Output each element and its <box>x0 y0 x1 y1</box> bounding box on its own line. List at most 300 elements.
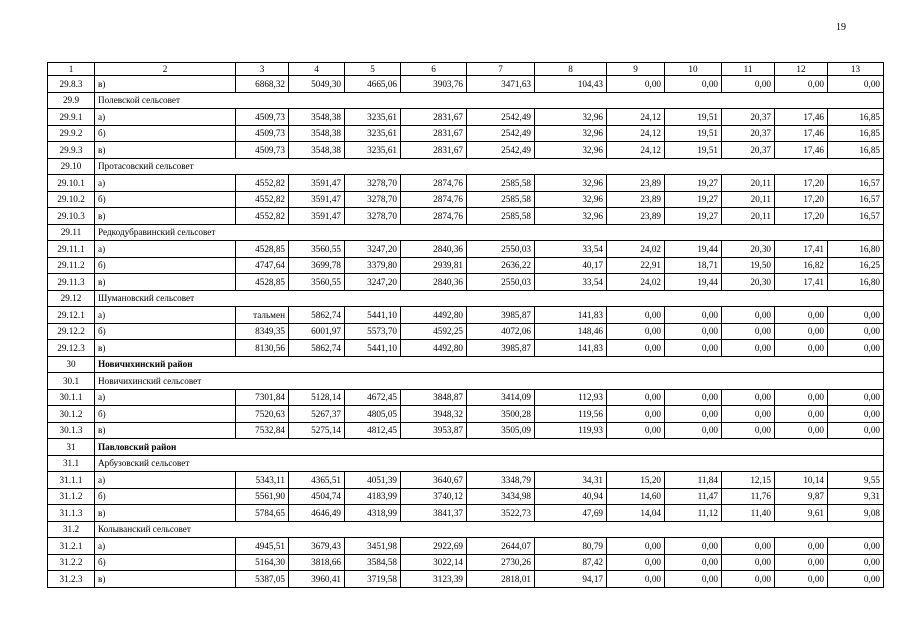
value-cell: тальмен <box>236 307 289 324</box>
value-cell: 9,61 <box>775 505 828 522</box>
value-cell: 3903,76 <box>401 76 467 93</box>
value-cell: 16,82 <box>775 257 828 274</box>
value-cell: 4318,99 <box>345 505 401 522</box>
value-cell: 0,00 <box>828 406 884 423</box>
value-cell: 16,80 <box>828 274 884 291</box>
table-row <box>48 208 884 225</box>
value-cell: 3522,73 <box>467 505 535 522</box>
value-cell: 4672,45 <box>345 389 401 406</box>
row-code: 30.1.2 <box>48 406 95 423</box>
tariff-table <box>47 62 884 588</box>
value-cell: 0,00 <box>665 571 722 588</box>
row-label: б) <box>95 191 236 208</box>
row-label: а) <box>95 307 236 324</box>
value-cell: 8130,56 <box>236 340 289 357</box>
value-cell: 4492,80 <box>401 307 467 324</box>
value-cell: 119,56 <box>535 406 607 423</box>
row-code: 31.1.1 <box>48 472 95 489</box>
value-cell: 0,00 <box>828 571 884 588</box>
value-cell: 0,00 <box>775 422 828 439</box>
row-label: в) <box>95 571 236 588</box>
value-cell: 11,84 <box>665 472 722 489</box>
row-code: 31.1 <box>48 455 95 472</box>
row-label: в) <box>95 208 236 225</box>
value-cell: 3679,43 <box>289 538 345 555</box>
value-cell: 3123,39 <box>401 571 467 588</box>
value-cell: 3548,38 <box>289 142 345 159</box>
value-cell: 4504,74 <box>289 488 345 505</box>
value-cell: 23,89 <box>607 191 665 208</box>
district-row <box>48 356 884 373</box>
value-cell: 16,57 <box>828 208 884 225</box>
value-cell: 0,00 <box>775 538 828 555</box>
row-code: 31.2.3 <box>48 571 95 588</box>
value-cell: 16,85 <box>828 142 884 159</box>
value-cell: 16,85 <box>828 125 884 142</box>
value-cell: 0,00 <box>775 571 828 588</box>
page-number: 19 <box>836 22 846 33</box>
row-label: б) <box>95 125 236 142</box>
value-cell: 9,31 <box>828 488 884 505</box>
table-row <box>48 488 884 505</box>
value-cell: 10,14 <box>775 472 828 489</box>
section-title: Протасовский сельсовет <box>95 158 884 175</box>
value-cell: 3953,87 <box>401 422 467 439</box>
value-cell: 3348,79 <box>467 472 535 489</box>
value-cell: 4072,06 <box>467 323 535 340</box>
row-code: 30.1.3 <box>48 422 95 439</box>
value-cell: 2831,67 <box>401 109 467 126</box>
value-cell: 3740,12 <box>401 488 467 505</box>
table-header-row <box>48 63 884 76</box>
value-cell: 17,20 <box>775 191 828 208</box>
value-cell: 5343,11 <box>236 472 289 489</box>
value-cell: 3414,09 <box>467 389 535 406</box>
row-label: б) <box>95 554 236 571</box>
value-cell: 3841,37 <box>401 505 467 522</box>
value-cell: 19,51 <box>665 142 722 159</box>
value-cell: 4051,39 <box>345 472 401 489</box>
column-header: 13 <box>828 63 884 76</box>
value-cell: 2874,76 <box>401 175 467 192</box>
value-cell: 0,00 <box>665 323 722 340</box>
row-label: в) <box>95 422 236 439</box>
value-cell: 2585,58 <box>467 175 535 192</box>
section-row <box>48 158 884 175</box>
value-cell: 0,00 <box>775 323 828 340</box>
row-label: а) <box>95 241 236 258</box>
row-label: а) <box>95 109 236 126</box>
value-cell: 22,91 <box>607 257 665 274</box>
value-cell: 0,00 <box>722 406 775 423</box>
row-code: 29.10.3 <box>48 208 95 225</box>
section-row <box>48 521 884 538</box>
value-cell: 16,85 <box>828 109 884 126</box>
value-cell: 2831,67 <box>401 142 467 159</box>
row-code: 31.2 <box>48 521 95 538</box>
section-row <box>48 455 884 472</box>
row-code: 30.1.1 <box>48 389 95 406</box>
section-row <box>48 290 884 307</box>
value-cell: 3818,66 <box>289 554 345 571</box>
value-cell: 4509,73 <box>236 109 289 126</box>
value-cell: 0,00 <box>775 406 828 423</box>
value-cell: 12,15 <box>722 472 775 489</box>
value-cell: 16,80 <box>828 241 884 258</box>
value-cell: 0,00 <box>607 76 665 93</box>
value-cell: 0,00 <box>722 554 775 571</box>
row-code: 29.11 <box>48 224 95 241</box>
row-code: 29.12.1 <box>48 307 95 324</box>
value-cell: 24,12 <box>607 109 665 126</box>
value-cell: 87,42 <box>535 554 607 571</box>
value-cell: 19,27 <box>665 191 722 208</box>
value-cell: 4183,99 <box>345 488 401 505</box>
value-cell: 7520,63 <box>236 406 289 423</box>
value-cell: 2840,36 <box>401 241 467 258</box>
table-row <box>48 274 884 291</box>
column-header: 12 <box>775 63 828 76</box>
value-cell: 0,00 <box>607 389 665 406</box>
value-cell: 0,00 <box>775 307 828 324</box>
row-code: 29.9 <box>48 92 95 109</box>
value-cell: 2730,26 <box>467 554 535 571</box>
value-cell: 0,00 <box>722 389 775 406</box>
value-cell: 0,00 <box>665 422 722 439</box>
value-cell: 0,00 <box>722 76 775 93</box>
value-cell: 17,20 <box>775 208 828 225</box>
value-cell: 19,51 <box>665 125 722 142</box>
row-label: а) <box>95 175 236 192</box>
value-cell: 0,00 <box>828 538 884 555</box>
value-cell: 32,96 <box>535 191 607 208</box>
value-cell: 3591,47 <box>289 208 345 225</box>
value-cell: 15,20 <box>607 472 665 489</box>
table-row <box>48 571 884 588</box>
value-cell: 5573,70 <box>345 323 401 340</box>
value-cell: 141,83 <box>535 307 607 324</box>
row-code: 31.1.3 <box>48 505 95 522</box>
value-cell: 5862,74 <box>289 340 345 357</box>
column-header: 6 <box>401 63 467 76</box>
row-code: 29.10 <box>48 158 95 175</box>
value-cell: 4747,64 <box>236 257 289 274</box>
value-cell: 0,00 <box>607 538 665 555</box>
value-cell: 19,44 <box>665 241 722 258</box>
row-code: 29.12.2 <box>48 323 95 340</box>
table-row <box>48 175 884 192</box>
value-cell: 0,00 <box>722 340 775 357</box>
value-cell: 4592,25 <box>401 323 467 340</box>
row-label: б) <box>95 488 236 505</box>
value-cell: 3235,61 <box>345 109 401 126</box>
value-cell: 3022,14 <box>401 554 467 571</box>
value-cell: 8349,35 <box>236 323 289 340</box>
value-cell: 3719,58 <box>345 571 401 588</box>
value-cell: 0,00 <box>665 538 722 555</box>
value-cell: 32,96 <box>535 125 607 142</box>
value-cell: 0,00 <box>828 554 884 571</box>
table-row <box>48 538 884 555</box>
row-label: б) <box>95 323 236 340</box>
value-cell: 0,00 <box>607 406 665 423</box>
value-cell: 0,00 <box>607 554 665 571</box>
value-cell: 17,46 <box>775 142 828 159</box>
district-title: Новичихинский район <box>95 356 884 373</box>
row-code: 29.10.2 <box>48 191 95 208</box>
value-cell: 3278,70 <box>345 208 401 225</box>
value-cell: 7532,84 <box>236 422 289 439</box>
value-cell: 11,76 <box>722 488 775 505</box>
value-cell: 40,17 <box>535 257 607 274</box>
value-cell: 32,96 <box>535 109 607 126</box>
value-cell: 0,00 <box>665 406 722 423</box>
value-cell: 3451,98 <box>345 538 401 555</box>
value-cell: 2550,03 <box>467 274 535 291</box>
value-cell: 9,08 <box>828 505 884 522</box>
value-cell: 16,57 <box>828 175 884 192</box>
district-title: Павловский район <box>95 439 884 456</box>
value-cell: 20,30 <box>722 274 775 291</box>
value-cell: 20,30 <box>722 241 775 258</box>
value-cell: 5561,90 <box>236 488 289 505</box>
table-row <box>48 340 884 357</box>
value-cell: 0,00 <box>722 571 775 588</box>
value-cell: 3591,47 <box>289 175 345 192</box>
row-code: 30 <box>48 356 95 373</box>
value-cell: 0,00 <box>607 323 665 340</box>
table-row <box>48 554 884 571</box>
table-row <box>48 406 884 423</box>
value-cell: 17,41 <box>775 241 828 258</box>
value-cell: 4528,85 <box>236 274 289 291</box>
value-cell: 2831,67 <box>401 125 467 142</box>
value-cell: 5128,14 <box>289 389 345 406</box>
value-cell: 20,11 <box>722 191 775 208</box>
table-row <box>48 422 884 439</box>
value-cell: 3247,20 <box>345 274 401 291</box>
value-cell: 5049,30 <box>289 76 345 93</box>
value-cell: 19,27 <box>665 175 722 192</box>
table-row <box>48 125 884 142</box>
column-header: 7 <box>467 63 535 76</box>
row-code: 29.10.1 <box>48 175 95 192</box>
row-label: в) <box>95 76 236 93</box>
row-label: в) <box>95 142 236 159</box>
value-cell: 80,79 <box>535 538 607 555</box>
value-cell: 20,37 <box>722 109 775 126</box>
value-cell: 0,00 <box>607 422 665 439</box>
value-cell: 3548,38 <box>289 125 345 142</box>
table-row <box>48 109 884 126</box>
row-code: 31.2.2 <box>48 554 95 571</box>
value-cell: 9,87 <box>775 488 828 505</box>
value-cell: 0,00 <box>665 76 722 93</box>
value-cell: 20,11 <box>722 208 775 225</box>
row-label: а) <box>95 538 236 555</box>
value-cell: 33,54 <box>535 241 607 258</box>
row-code: 29.9.1 <box>48 109 95 126</box>
table-row <box>48 472 884 489</box>
value-cell: 3278,70 <box>345 191 401 208</box>
value-cell: 14,04 <box>607 505 665 522</box>
value-cell: 2874,76 <box>401 208 467 225</box>
value-cell: 3235,61 <box>345 125 401 142</box>
value-cell: 2542,49 <box>467 109 535 126</box>
value-cell: 0,00 <box>665 307 722 324</box>
column-header: 10 <box>665 63 722 76</box>
section-row <box>48 373 884 390</box>
row-code: 29.12.3 <box>48 340 95 357</box>
row-label: в) <box>95 505 236 522</box>
row-code: 31.1.2 <box>48 488 95 505</box>
value-cell: 40,94 <box>535 488 607 505</box>
value-cell: 19,27 <box>665 208 722 225</box>
value-cell: 2585,58 <box>467 191 535 208</box>
section-title: Колыванский сельсовет <box>95 521 884 538</box>
value-cell: 23,89 <box>607 175 665 192</box>
value-cell: 0,00 <box>722 307 775 324</box>
value-cell: 5862,74 <box>289 307 345 324</box>
table-row <box>48 191 884 208</box>
value-cell: 24,12 <box>607 125 665 142</box>
column-header: 5 <box>345 63 401 76</box>
value-cell: 2840,36 <box>401 274 467 291</box>
value-cell: 16,57 <box>828 191 884 208</box>
table-body <box>48 63 884 588</box>
value-cell: 4665,06 <box>345 76 401 93</box>
value-cell: 3640,67 <box>401 472 467 489</box>
value-cell: 3278,70 <box>345 175 401 192</box>
value-cell: 4812,45 <box>345 422 401 439</box>
row-code: 29.11.1 <box>48 241 95 258</box>
value-cell: 6001,97 <box>289 323 345 340</box>
value-cell: 4528,85 <box>236 241 289 258</box>
value-cell: 104,43 <box>535 76 607 93</box>
value-cell: 5441,10 <box>345 307 401 324</box>
value-cell: 3500,28 <box>467 406 535 423</box>
value-cell: 20,37 <box>722 125 775 142</box>
value-cell: 20,11 <box>722 175 775 192</box>
value-cell: 4509,73 <box>236 125 289 142</box>
value-cell: 19,50 <box>722 257 775 274</box>
value-cell: 16,25 <box>828 257 884 274</box>
value-cell: 112,93 <box>535 389 607 406</box>
table-row <box>48 76 884 93</box>
value-cell: 3379,80 <box>345 257 401 274</box>
row-code: 29.12 <box>48 290 95 307</box>
section-title: Редкодубравинский сельсовет <box>95 224 884 241</box>
value-cell: 3560,55 <box>289 274 345 291</box>
table-row <box>48 505 884 522</box>
value-cell: 0,00 <box>828 76 884 93</box>
row-label: а) <box>95 472 236 489</box>
value-cell: 4552,82 <box>236 175 289 192</box>
value-cell: 141,83 <box>535 340 607 357</box>
value-cell: 4945,51 <box>236 538 289 555</box>
value-cell: 2542,49 <box>467 125 535 142</box>
value-cell: 14,60 <box>607 488 665 505</box>
row-code: 29.11.2 <box>48 257 95 274</box>
row-code: 29.8.3 <box>48 76 95 93</box>
value-cell: 3505,09 <box>467 422 535 439</box>
value-cell: 0,00 <box>828 340 884 357</box>
value-cell: 3548,38 <box>289 109 345 126</box>
value-cell: 2644,07 <box>467 538 535 555</box>
value-cell: 4552,82 <box>236 191 289 208</box>
section-title: Шумановский сельсовет <box>95 290 884 307</box>
row-code: 29.9.3 <box>48 142 95 159</box>
value-cell: 4552,82 <box>236 208 289 225</box>
value-cell: 3699,78 <box>289 257 345 274</box>
value-cell: 9,55 <box>828 472 884 489</box>
value-cell: 2874,76 <box>401 191 467 208</box>
table-row <box>48 389 884 406</box>
value-cell: 11,47 <box>665 488 722 505</box>
table-row <box>48 307 884 324</box>
value-cell: 3985,87 <box>467 307 535 324</box>
column-header: 3 <box>236 63 289 76</box>
value-cell: 3560,55 <box>289 241 345 258</box>
value-cell: 11,12 <box>665 505 722 522</box>
value-cell: 3235,61 <box>345 142 401 159</box>
row-label: а) <box>95 389 236 406</box>
value-cell: 3985,87 <box>467 340 535 357</box>
value-cell: 0,00 <box>665 554 722 571</box>
column-header: 2 <box>95 63 236 76</box>
value-cell: 3948,32 <box>401 406 467 423</box>
value-cell: 0,00 <box>607 571 665 588</box>
row-label: в) <box>95 274 236 291</box>
value-cell: 0,00 <box>828 307 884 324</box>
column-header: 4 <box>289 63 345 76</box>
value-cell: 17,46 <box>775 125 828 142</box>
value-cell: 3960,41 <box>289 571 345 588</box>
value-cell: 0,00 <box>665 340 722 357</box>
value-cell: 119,93 <box>535 422 607 439</box>
value-cell: 3591,47 <box>289 191 345 208</box>
value-cell: 34,31 <box>535 472 607 489</box>
value-cell: 3247,20 <box>345 241 401 258</box>
row-code: 31 <box>48 439 95 456</box>
value-cell: 20,37 <box>722 142 775 159</box>
table-row <box>48 142 884 159</box>
row-label: в) <box>95 340 236 357</box>
value-cell: 18,71 <box>665 257 722 274</box>
value-cell: 2818,01 <box>467 571 535 588</box>
column-header: 8 <box>535 63 607 76</box>
value-cell: 23,89 <box>607 208 665 225</box>
section-title: Полевской сельсовет <box>95 92 884 109</box>
row-label: б) <box>95 257 236 274</box>
value-cell: 0,00 <box>722 422 775 439</box>
column-header: 11 <box>722 63 775 76</box>
value-cell: 3434,98 <box>467 488 535 505</box>
value-cell: 0,00 <box>828 422 884 439</box>
value-cell: 5267,37 <box>289 406 345 423</box>
value-cell: 17,46 <box>775 109 828 126</box>
value-cell: 94,17 <box>535 571 607 588</box>
value-cell: 0,00 <box>607 340 665 357</box>
value-cell: 0,00 <box>775 554 828 571</box>
column-header: 1 <box>48 63 95 76</box>
value-cell: 148,46 <box>535 323 607 340</box>
value-cell: 0,00 <box>828 389 884 406</box>
value-cell: 17,20 <box>775 175 828 192</box>
table-row <box>48 323 884 340</box>
value-cell: 5164,30 <box>236 554 289 571</box>
value-cell: 0,00 <box>665 389 722 406</box>
